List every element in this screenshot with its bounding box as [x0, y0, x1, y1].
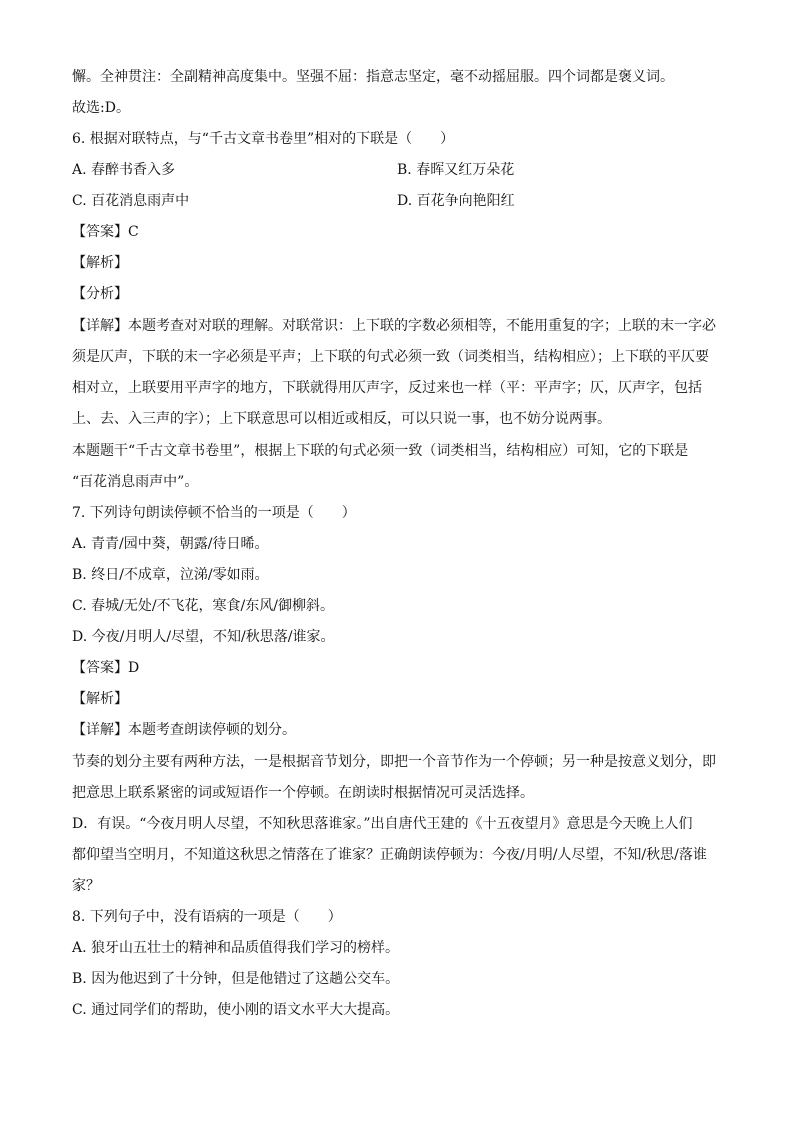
answer-label: 【答案】C — [72, 224, 139, 240]
question-8: 8. 下列句子中，没有语病的一项是（ ） — [72, 909, 342, 925]
question-6: 6. 根据对联特点，与“千古文章书卷里”相对的下联是（ ） — [72, 131, 455, 147]
option-a: A. 狼牙山五壮士的精神和品质值得我们学习的榜样。 — [72, 940, 400, 956]
detail-line: “百花消息雨声中”。 — [72, 474, 199, 490]
option-c: C. 春城/无处/不飞花，寒食/东风/御柳斜。 — [72, 598, 334, 614]
option-b: B. 春晖又红万朵花 — [397, 162, 515, 178]
detail-line: 须是仄声，下联的末一字必须是平声；上下联的句式必须一致（词类相当，结构相应）；上下联的平仄要 — [72, 349, 709, 365]
detail-line: 上、去、入三声的字）；上下联意思可以相近或相反，可以只说一事，也不妨分说两事。 — [72, 411, 611, 427]
analysis-label: 【解析】 — [72, 255, 128, 271]
option-row — [72, 191, 732, 211]
detail-line: 【详解】本题考查对对联的理解。对联常识：上下联的字数必须相等，不能用重复的字；上联的末一字必 — [72, 318, 716, 334]
fenxi-label: 【分析】 — [72, 286, 128, 302]
detail-line: 节奏的划分主要有两种方法，一是根据音节划分，即把一个音节作为一个停顿；另一种是按意义划分，即 — [72, 754, 716, 770]
option-d: D. 百花争向艳阳红 — [397, 193, 515, 209]
option-row — [72, 160, 732, 180]
detail-line: 【详解】本题考查朗读停顿的划分。 — [72, 722, 296, 738]
option-c: C. 百花消息雨声中 — [72, 193, 190, 209]
option-b: B. 因为他迟到了十分钟，但是他错过了这趟公交车。 — [72, 971, 400, 987]
option-c: C. 通过同学们的帮助，使小刚的语文水平大大提高。 — [72, 1002, 400, 1018]
answer-label: 【答案】D — [72, 660, 140, 676]
option-a: A. 青青/园中葵，朝露/待日晞。 — [72, 536, 269, 552]
detail-line: 本题题干“千古文章书卷里”，根据上下联的句式必须一致（词类相当，结构相应）可知，它的下联是 — [72, 443, 689, 459]
option-a: A. 春醉书香入多 — [72, 162, 176, 178]
text-line: 懈。全神贯注：全副精神高度集中。坚强不屈：指意志坚定，毫不动摇屈服。四个词都是褒义词。 — [72, 69, 674, 85]
option-b: B. 终日/不成章，泣涕/零如雨。 — [72, 567, 269, 583]
detail-line: 都仰望当空明月，不知道这秋思之情落在了谁家？正确朗读停顿为：今夜/月明/人尽望，不知/秋思/落谁 — [72, 847, 707, 863]
text-line: 故选:D。 — [72, 100, 130, 116]
detail-line: 把意思上联系紧密的词或短语作一个停顿。在朗读时根据情况可灵活选择。 — [72, 785, 534, 801]
analysis-label: 【解析】 — [72, 691, 128, 707]
detail-line: 家？ — [72, 878, 100, 894]
detail-line: D．有误。“今夜月明人尽望，不知秋思落谁家。”出自唐代王建的《十五夜望月》意思是今天晚上人们 — [72, 816, 693, 832]
question-7: 7. 下列诗句朗读停顿不恰当的一项是（ ） — [72, 505, 356, 521]
option-d: D. 今夜/月明人/尽望，不知/秋思落/谁家。 — [72, 629, 335, 645]
detail-line: 相对立，上联要用平声字的地方，下联就得用仄声字，反过来也一样（平：平声字；仄，仄声字，包括 — [72, 380, 702, 396]
